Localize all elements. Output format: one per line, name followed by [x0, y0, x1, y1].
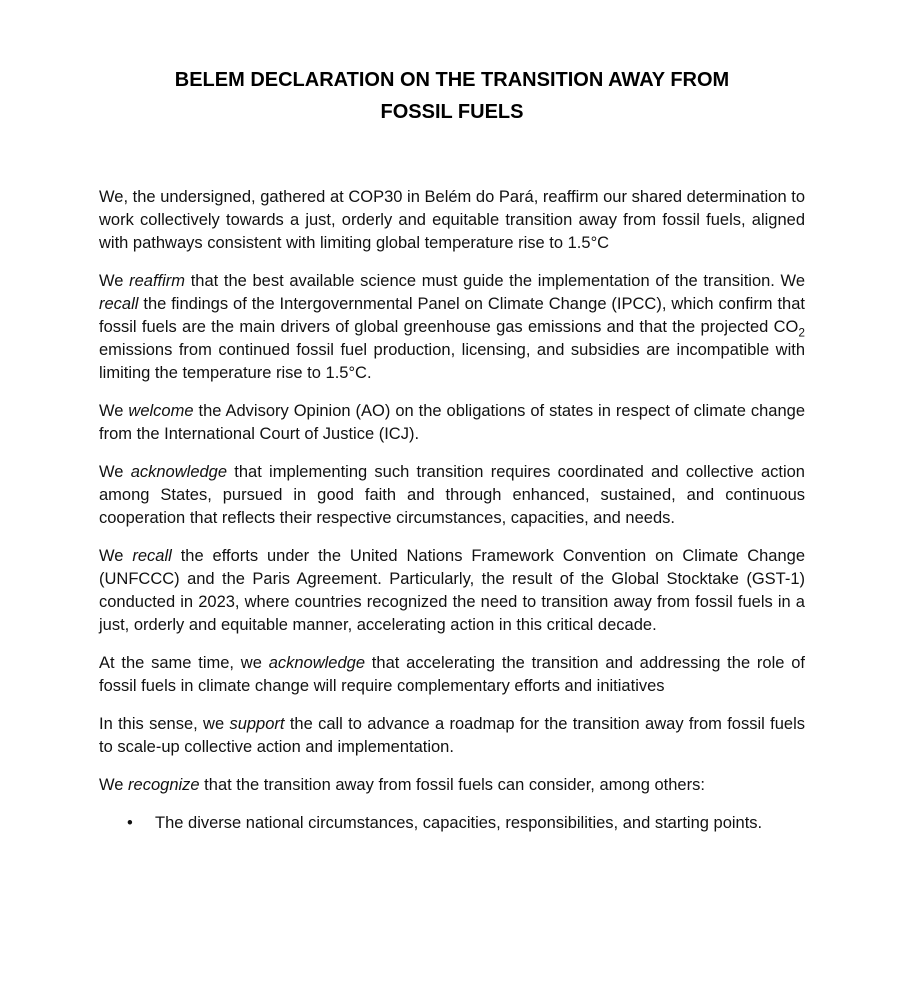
bullet-marker: •: [127, 814, 133, 832]
paragraph: [99, 270, 805, 385]
paragraph: [99, 400, 805, 446]
document-title: [99, 64, 805, 128]
text-segment: In this sense, we: [99, 715, 230, 733]
text-segment: At the same time, we: [99, 654, 269, 672]
paragraph: [99, 461, 805, 530]
text-segment-italic: reaffirm: [129, 272, 186, 290]
text-segment: the findings of the Intergovernmental Panel on Climate Change (IPCC), which confirm that fossil fuels are the main drivers of global greenhouse gas emissions and that the projected CO: [99, 295, 805, 336]
text-segment: We, the undersigned, gathered at COP30 in Belém do Pará, reaffirm our shared determination to work collectively towards a just, orderly and equitable transition away from fossil fuels, aligned with pathways consistent with limiting global temperature rise to 1.5°C: [99, 188, 805, 252]
paragraph: [99, 186, 805, 255]
text-segment-italic: recall: [99, 295, 139, 313]
text-segment: that implementing such transition requires coordinated and collective action among States, pursued in good faith and through enhanced, sustained, and continuous cooperation that reflects their respective circumstances, capacities, and needs.: [99, 463, 805, 527]
text-segment: the efforts under the United Nations Framework Convention on Climate Change (UNFCCC) and the Paris Agreement. Particularly, the result of the Global Stocktake (GST-1) conducted in 2023, where countries recognized the need to transition away from fossil fuels in a just, orderly and equitable manner, accelerating action in this critical decade.: [99, 547, 805, 634]
text-segment-italic: support: [229, 715, 285, 733]
text-segment: The diverse national circumstances, capacities, responsibilities, and starting points.: [155, 814, 763, 832]
text-segment: We: [99, 402, 129, 420]
text-segment-italic: recall: [132, 547, 172, 565]
text-segment: We: [99, 463, 131, 481]
paragraph: [99, 774, 805, 797]
text-segment: that the transition away from fossil fuels can consider, among others:: [199, 776, 705, 794]
text-segment: We: [99, 547, 133, 565]
paragraph: [99, 652, 805, 698]
bullet-item: [99, 812, 805, 835]
text-segment: emissions from continued fossil fuel production, licensing, and subsidies are incompatible with limiting the temperature rise to 1.5°C.: [99, 341, 805, 382]
document-body: [99, 186, 805, 835]
text-segment-italic: acknowledge: [130, 463, 228, 481]
paragraph: [99, 545, 805, 637]
document-title-line-2: FOSSIL FUELS: [380, 101, 524, 123]
text-segment-italic: welcome: [128, 402, 194, 420]
text-segment: the Advisory Opinion (AO) on the obligations of states in respect of climate change from the International Court of Justice (ICJ).: [99, 402, 805, 443]
text-segment: that accelerating the transition and addressing the role of fossil fuels in climate change will require complementary efforts and initiatives: [99, 654, 805, 695]
text-segment: We: [99, 776, 129, 794]
text-segment: We: [99, 272, 130, 290]
text-segment-italic: acknowledge: [268, 654, 366, 672]
text-segment-italic: recognize: [128, 776, 200, 794]
bullet-text: [155, 812, 805, 835]
text-segment-subscript: 2: [798, 325, 805, 340]
paragraph: [99, 713, 805, 759]
text-segment: that the best available science must guide the implementation of the transition. We: [185, 272, 805, 290]
text-segment: the call to advance a roadmap for the transition away from fossil fuels to scale-up collective action and implementation.: [99, 715, 805, 756]
document-title-line-1: BELEM DECLARATION ON THE TRANSITION AWAY FROM: [174, 69, 730, 91]
